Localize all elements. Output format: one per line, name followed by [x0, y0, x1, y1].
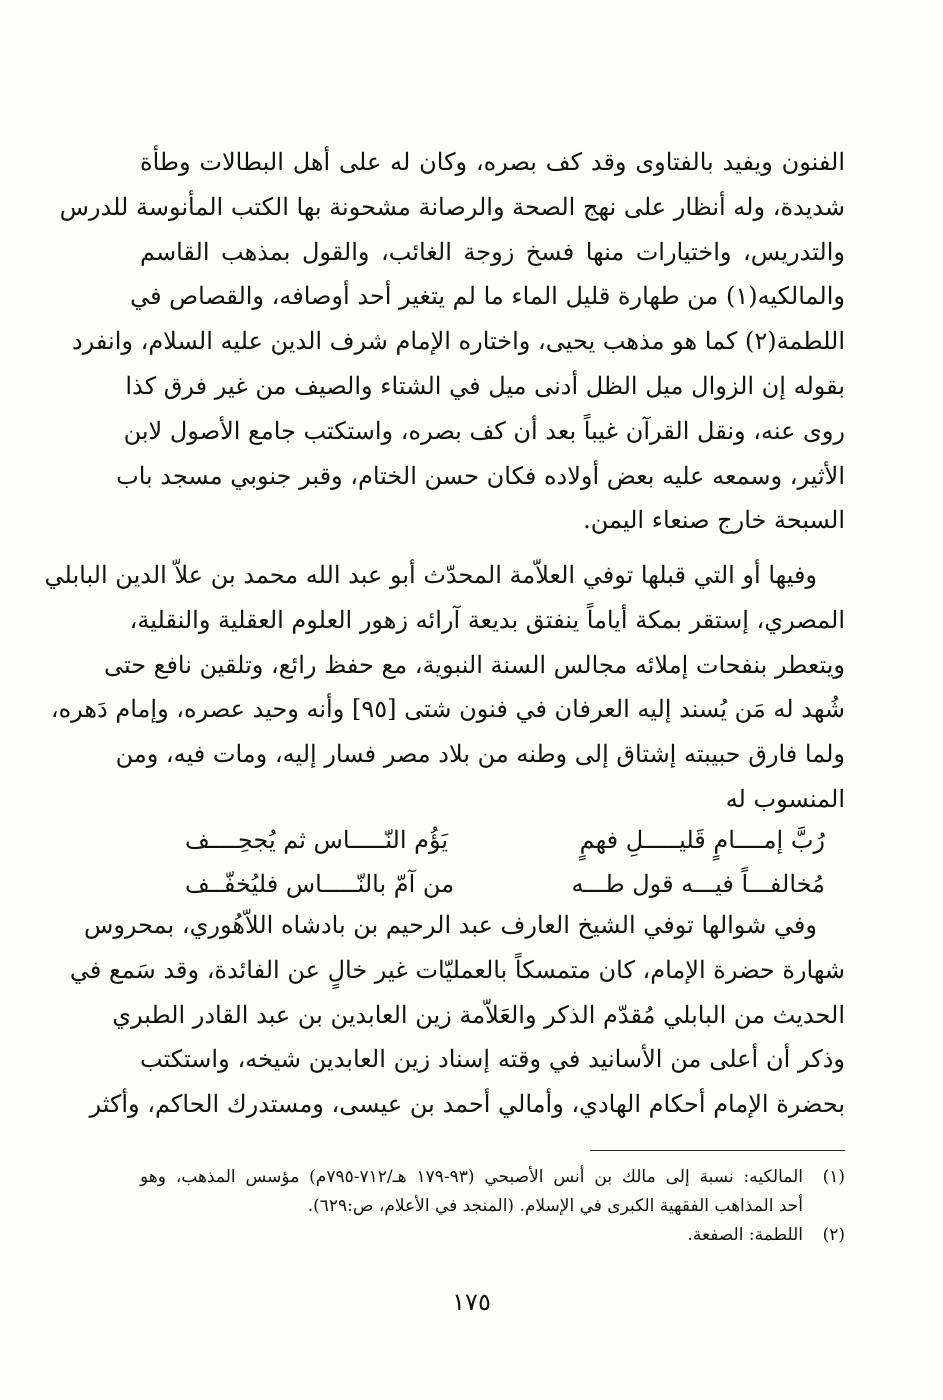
footnote-2 [140, 1221, 845, 1250]
footnote-line: أحد المذاهب الفقهية الكبرى في الإسلام. (المنجد في الأعلام، ص:٦٢٩). [307, 1196, 803, 1216]
text-line: الأثير، وسمعه عليه بعض أولاده فكان حسن الختام، وقبر جنوبي مسجد باب [116, 461, 845, 490]
footnote-line: اللطمة: الصفعة. [687, 1225, 803, 1245]
text-line: روى عنه، ونقل القرآن غيباً بعد أن كف بصره، واستكتب جامع الأصول لابن [123, 416, 845, 445]
verse-hemistich-first: رُبَّ إمــــامٍ قَليـــــلِ فهمٍ [579, 826, 825, 854]
footnote-number: (٢) [822, 1225, 845, 1245]
text-line: وذكر أن أعلى من الأسانيد في وقته إسناد زين العابدين شيخه، واستكتب [140, 1045, 845, 1074]
text-line: شُهد له مَن يُسند إليه العرفان في فنون شتى [٩٥] وأنه وحيد عصره، وإمام دَهره، [50, 695, 845, 724]
text-line: السبحة خارج صنعاء اليمن. [583, 506, 845, 535]
verse-hemistich-second: يَؤُم النّـــــاس ثم يُجحِــــف [185, 826, 449, 854]
text-line: المصري، إستقر بمكة أياماً ينفتق بديعة آرائه زهور العلوم العقلية والنقلية، [129, 605, 845, 634]
verse-hemistich-second: من آمّ بالنّـــــاس فليُخفّــف [185, 870, 455, 898]
verse-line [185, 818, 825, 862]
footnote-divider [590, 1150, 845, 1151]
poem-verse [185, 818, 825, 906]
text-line: والتدريس، واختيارات منها فسخ زوجة الغائب، والقول بمذهب القاسم [140, 237, 845, 266]
footnote-number: (١) [822, 1167, 845, 1187]
text-line: شديدة، وله أنظار على نهج الصحة والرصانة مشحونة بها الكتب المأنوسة للدرس [59, 192, 845, 221]
text-line: والمالكيه(١) من طهارة قليل الماء ما لم يتغير أحد أوصافه، والقصاص في [130, 282, 845, 311]
verse-hemistich-first: مُخالفـــاً فيـــه قول طـــه [571, 870, 825, 898]
footnote-line: المالكيه: نسبة إلى مالك بن أنس الأصبحي (٩٣-١٧٩ هـ/٧١٢-٧٩٥م) مؤسس المذهب، وهو [140, 1167, 803, 1187]
text-line: ويتعطر بنفحات إملائه مجالس السنة النبوية، مع حفظ رائع، وتلقين نافع حتى [103, 650, 845, 679]
paragraph-1 [59, 140, 845, 543]
paragraph-3 [69, 903, 845, 1127]
text-line: المنسوب له [725, 784, 845, 813]
text-line: ولما فارق حبيبته إشتاق إلى وطنه من بلاد مصر فسار إليه، ومات فيه، ومن [115, 740, 845, 769]
verse-line [185, 862, 825, 906]
text-line: وفيها أو التي قبلها توفي العلاّمة المحدّث أبو عبد الله محمد بن علاّ الدين البابلي [44, 561, 817, 589]
footnote-text [140, 1221, 803, 1250]
paragraph-2 [44, 553, 845, 822]
text-line: اللطمة(٢) كما هو مذهب يحيى، واختاره الإمام شرف الدين عليه السلام، وانفرد [71, 327, 845, 356]
text-line: الحديث من البابلي مُقدّم الذكر والعَلاّمة زين العابدين بن عبد القادر الطبري [112, 1000, 845, 1029]
text-line: بحضرة الإمام أحكام الهادي، وأمالي أحمد بن عيسى، ومستدرك الحاكم، وأكثر [89, 1090, 845, 1119]
text-line: شهارة حضرة الإمام، كان متمسكاً بالعمليّات غير خالٍ عن الفائدة، وقد سَمع في [69, 955, 845, 984]
page-number: ١٧٥ [452, 1288, 491, 1316]
footnote-1 [140, 1163, 845, 1221]
footnote-text [140, 1163, 803, 1221]
text-line: الفنون ويفيد بالفتاوى وقد كف بصره، وكان له على أهل البطالات وطأة [140, 148, 845, 176]
text-line: وفي شوالها توفي الشيخ العارف عبد الرحيم بن بادشاه اللاّهُوري، بمحروس [84, 911, 817, 939]
footnotes [140, 1163, 845, 1250]
text-line: بقوله إن الزوال ميل الظل أدنى ميل في الشتاء والصيف من غير فرق كذا [125, 371, 845, 400]
